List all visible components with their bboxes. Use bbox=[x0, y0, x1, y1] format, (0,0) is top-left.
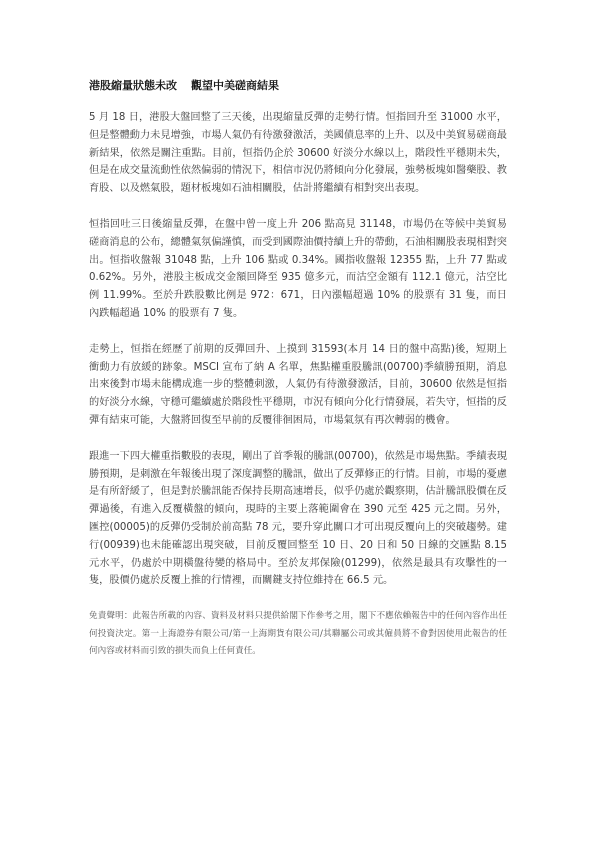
title-part-1: 港股縮量狀態未改 bbox=[89, 79, 177, 92]
report-page bbox=[89, 79, 507, 661]
paragraph-market-overview: 5 月 18 日，港股大盤回整了三天後，出現縮量反彈的走勢行情。恒指回升至 31000 水平，但是整體動力未見增強，市場人氣仍有待激發激活，美國債息率的上升、以及中美貿易磋商最新結果，依然是關注重點。目前，恒指仍企於 30600 好淡分水線以上，階段性平穩期未失，但是在成交量流動性依然偏弱的情況下，相信市況仍將傾向分化發展，強勢板塊如醫藥股、教育股、以及燃氣股，題材板塊如石油相關股，估計將繼續有相對突出表現。 bbox=[89, 112, 507, 195]
disclaimer: 免責聲明：此報告所載的內容、資料及材料只提供給閣下作參考之用，閣下不應依賴報告中的任何內容作出任何投資決定。第一上海證券有限公司/第一上海期貨有限公司/其聯屬公司或其僱員將不會對因使用此報告的任何內容或材料而引致的損失而負上任何責任。 bbox=[89, 611, 507, 657]
report-title bbox=[89, 79, 507, 93]
title-part-2: 觀望中美磋商結果 bbox=[191, 79, 279, 92]
paragraph-index-performance: 恒指回吐三日後縮量反彈，在盤中曾一度上升 206 點高見 31148，市場仍在等候中美貿易磋商消息的公布，總體氣氛偏謹慎，而受到國際油價持續上升的帶動，石油相關股表現相對突出。恒指收盤報 31048 點，上升 106 點或 0.34%。國指收盤報 12355 點，上升 77 點或 0.62%。另外，港股主板成交金額回降至 935 億多元，而沽空金額有 112.1 億元，沽空比例 11.99%。至於升跌股數比例是 972：671，日內漲幅超過 10% 的股票有 31 隻，而日內跌幅超過 10% 的股票有 7 隻。 bbox=[89, 218, 507, 319]
paragraph-heavyweight-stocks: 跟進一下四大權重指數股的表現，剛出了首季報的騰訊(00700)，依然是市場焦點。季績表現勝預期，是刺激在年報後出現了深度調整的騰訊，做出了反彈修正的行情。目前，市場的憂慮是有所舒緩了，但是對於騰訊能否保持長期高速增長，似乎仍處於觀察期，估計騰訊股價在反彈過後，有進入反覆橫盤的傾向，現時的主要上落範圍會在 390 元至 425 元之間。另外，匯控(00005)的反彈仍受制於前高點 78 元，要升穿此關口才可出現反覆向上的突破趨勢。建行(00939)也未能確認出現突破，目前反覆回整至 10 日、20 日和 50 日線的交匯點 8.15 元水平，仍處於中期橫盤待變的格局中。至於友邦保險(01299)，依然是最具有攻擊性的一隻，股價仍處於反覆上推的行情裡，而關鍵支持位維持在 66.5 元。 bbox=[89, 450, 507, 587]
paragraph-trend-analysis: 走勢上，恒指在經歷了前期的反彈回升、上摸到 31593(本月 14 日的盤中高點)後，短期上衝動力有放緩的跡象。MSCI 宣布了納 A 名單，焦點權重股騰訊(00700)季績勝預期，消息出來後對市場未能構成進一步的整體刺激，人氣仍有待激發激活，目前，30600 依然是恒指的好淡分水線，守穩可繼續處於階段性平穩期，市況有傾向分化行情發展，若失守，恒指的反彈有結束可能，大盤將回復至早前的反覆徘徊困局，市場氣氛有再次轉弱的機會。 bbox=[89, 343, 507, 426]
